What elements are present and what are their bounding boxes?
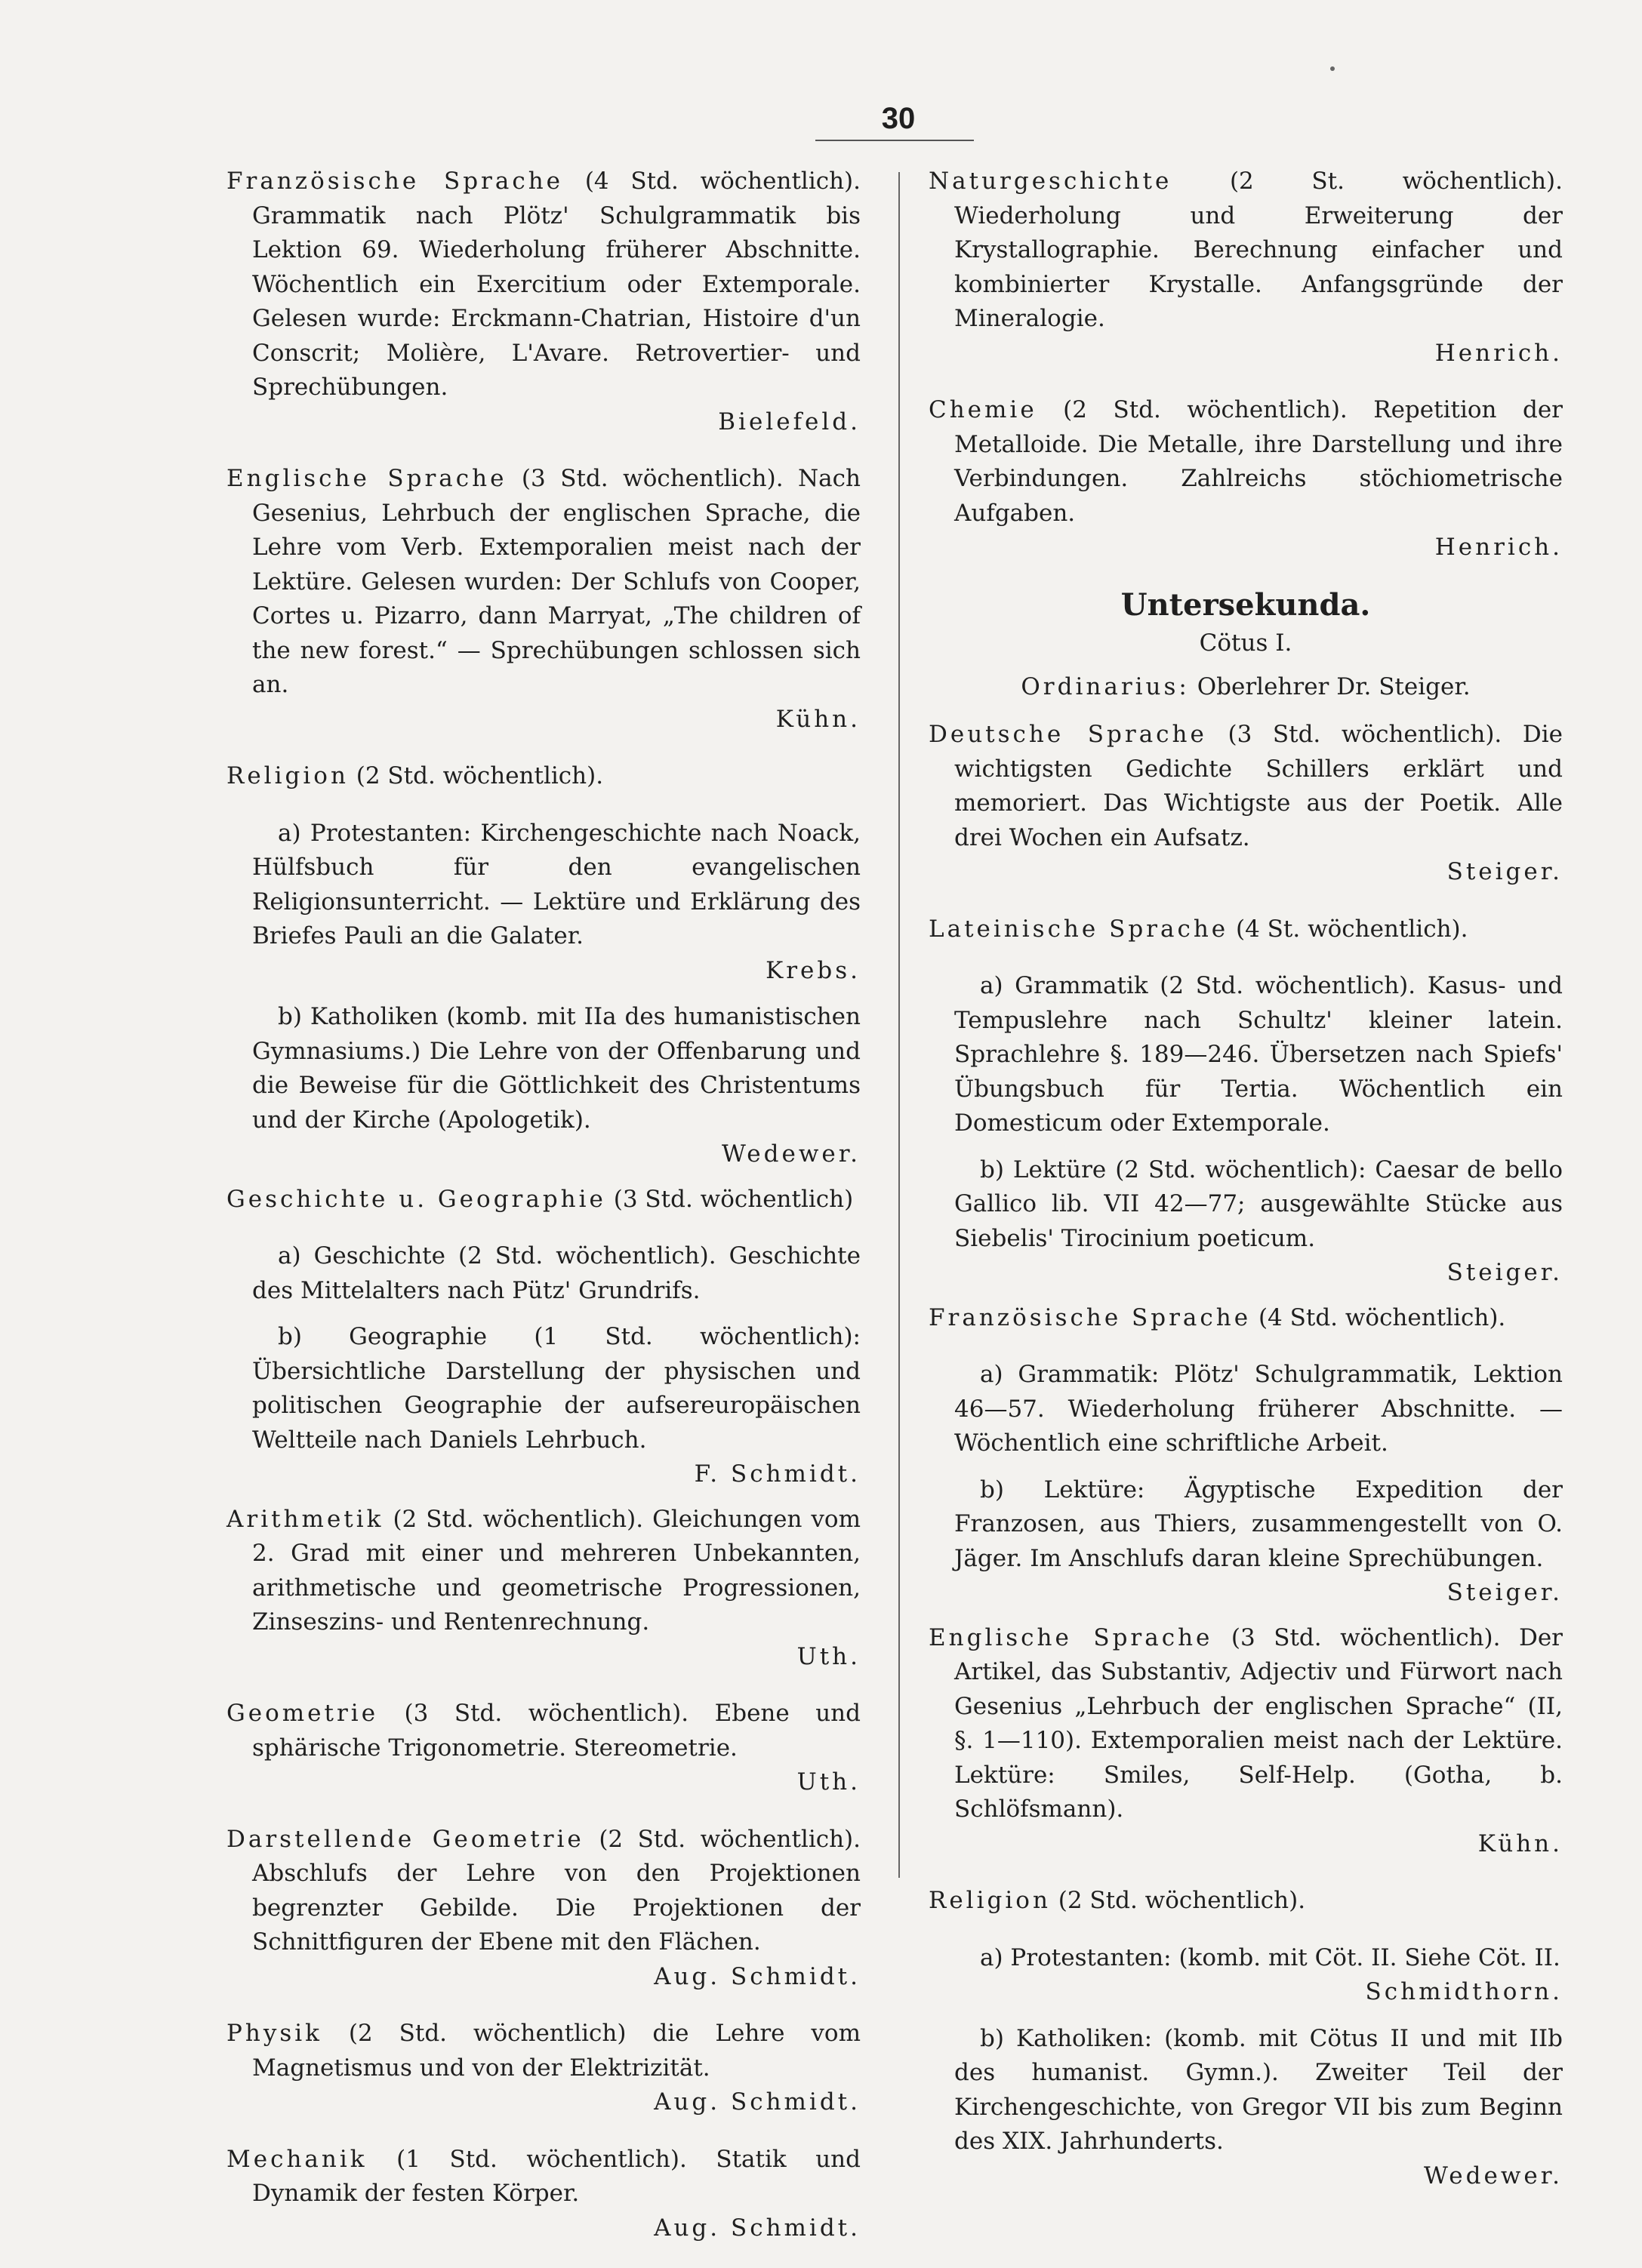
- subsection-entry: [929, 2022, 1563, 2194]
- subject-heading: Mechanik: [226, 2145, 368, 2173]
- right-column: [929, 165, 1563, 2204]
- subject-text: [929, 718, 1563, 890]
- teacher-name: Krebs.: [766, 956, 861, 984]
- subject-entry: [929, 718, 1563, 890]
- subsection-entry: [929, 969, 1563, 1141]
- teacher-name: Aug. Schmidt.: [654, 2214, 861, 2242]
- subject-entry: [226, 2017, 861, 2120]
- subject-heading: Arithmetik: [226, 1505, 384, 1533]
- coetus-label: Cötus I.: [1199, 629, 1292, 657]
- teacher-name: Schmidthorn.: [1365, 1978, 1563, 2005]
- subsection-text: b) Geographie (1 Std. wöchentlich): Übersichtliche Darstellung der physischen und politischen Geographie der aufsereuropäischen Weltteile nach Daniels Lehrbuch.: [252, 1323, 861, 1454]
- subject-heading: Geschichte u. Geographie: [226, 1185, 606, 1213]
- subject-heading: Religion: [929, 1887, 1051, 1914]
- subject-entry: [226, 2143, 861, 2246]
- subsection-text: a) Protestanten: (komb. mit Cöt. II. Siehe Cöt. II.: [980, 1943, 1560, 1971]
- subject-body: (3 Std. wöchentlich): [605, 1185, 854, 1213]
- subject-body: (4 Std. wöchentlich). Grammatik nach Plötz' Schulgrammatik bis Lektion 69. Wiederholung früherer Abschnitte. Wöchentlich ein Exercitium oder Extemporale. Gelesen wurde: Erckmann-Chatrian, Histoire d'un Conscrit; Molière, L'Avare. Retrovertier- und Sprechübungen.: [252, 168, 861, 401]
- subsection-entry: [929, 1358, 1563, 1461]
- subject-heading: Englische Sprache: [226, 465, 507, 492]
- subject-entry: [226, 1823, 861, 1995]
- teacher-name: Aug. Schmidt.: [654, 2088, 861, 2116]
- subject-body: (4 Std. wöchentlich).: [1251, 1303, 1506, 1331]
- subject-body: (2 Std. wöchentlich).: [348, 762, 604, 789]
- subject-heading: Französische Sprache: [929, 1303, 1252, 1331]
- subject-text: [226, 1183, 861, 1217]
- subject-entry: [929, 1621, 1563, 1862]
- subject-entry: [929, 165, 1563, 371]
- subsection-text: b) Katholiken (komb. mit IIa des humanistischen Gymnasiums.) Die Lehre von der Offenbarung und die Beweise für die Göttlichkeit des Christentums und der Kirche (Apologetik).: [252, 1003, 861, 1134]
- subject-text: [226, 2143, 861, 2246]
- ordinarius-label: Ordinarius:: [1021, 672, 1190, 700]
- subject-entry: [226, 1183, 861, 1217]
- subject-text: [226, 1823, 861, 1995]
- teacher-name: Kühn.: [775, 705, 861, 733]
- subsection-entry: [226, 1000, 861, 1172]
- subsection-text: b) Katholiken: (komb. mit Cötus II und mit IIb des humanist. Gymn.). Zweiter Teil der Kirchengeschichte, von Gregor VII bis zum Beginn des XIX. Jahrhunderts.: [954, 2024, 1563, 2155]
- subject-heading: Physik: [226, 2020, 322, 2047]
- subject-entry: [929, 912, 1563, 947]
- ordinarius-name: Oberlehrer Dr. Steiger.: [1197, 672, 1471, 700]
- subject-body: (2 Std. wöchentlich). Abschlufs der Lehre von den Projektionen begrenzter Gebilde. Die Projektionen der Schnittfiguren der Ebene mit den Flächen.: [252, 1825, 861, 1956]
- subject-heading: Darstellende Geometrie: [226, 1825, 584, 1853]
- subject-body: (2 St. wöchentlich). Wiederholung und Erweiterung der Krystallographie. Berechnung einfacher und kombinierter Krystalle. Anfangsgründe der Mineralogie.: [954, 168, 1563, 332]
- subject-body: (4 St. wöchentlich).: [1228, 915, 1468, 943]
- subsection-text: a) Protestanten: Kirchengeschichte nach Noack, Hülfsbuch für den evangelischen Religionsunterricht. — Lektüre und Erklärung des Briefes Pauli an die Galater.: [252, 819, 861, 949]
- teacher-name: Wedewer.: [1423, 2162, 1563, 2190]
- subject-text: [929, 912, 1563, 947]
- subsection-entry: [226, 1320, 861, 1492]
- teacher-name: Kühn.: [1477, 1829, 1563, 1857]
- teacher-name: Steiger.: [1446, 858, 1563, 885]
- subsection-text: b) Lektüre (2 Std. wöchentlich): Caesar de bello Gallico lib. VII 42—77; ausgewählte Stücke aus Siebelis' Tirocinium poeticum.: [954, 1156, 1563, 1252]
- subsection-entry: [929, 1153, 1563, 1291]
- subject-heading: Französische Sprache: [226, 168, 564, 195]
- teacher-name: Henrich.: [1434, 339, 1563, 367]
- subject-heading: Deutsche Sprache: [929, 721, 1207, 748]
- class-heading: Untersekunda.: [1120, 586, 1371, 623]
- teacher-name: F. Schmidt.: [694, 1460, 861, 1488]
- subject-body: (3 Std. wöchentlich). Der Artikel, das Substantiv, Adjectiv und Fürwort nach Gesenius „Lehrbuch der englischen Sprache“ (II, §. 1—110). Extemporalien meist nach der Lektüre. Lektüre: Smiles, Self-Help. (Gotha, b. Schlöfsmann).: [954, 1623, 1563, 1823]
- subsection-entry: [929, 1473, 1563, 1611]
- subject-heading: Chemie: [929, 396, 1037, 423]
- subject-text: [226, 462, 861, 737]
- page-number: 30: [881, 102, 916, 135]
- subsection-text: a) Geschichte (2 Std. wöchentlich). Geschichte des Mittelalters nach Pütz' Grundrifs.: [252, 1242, 861, 1304]
- subject-entry: [226, 1503, 861, 1675]
- subsection-text: b) Lektüre: Ägyptische Expedition der Franzosen, aus Thiers, zusammengestellt von O. Jäger. Im Anschlufs daran kleine Sprechübungen.: [954, 1476, 1563, 1572]
- subject-text: [226, 165, 861, 439]
- teacher-name: Wedewer.: [721, 1140, 861, 1168]
- teacher-name: Uth.: [796, 1768, 861, 1796]
- subsection-entry: [226, 817, 861, 989]
- teacher-name: Uth.: [796, 1642, 861, 1670]
- subject-body: (3 Std. wöchentlich). Die wichtigsten Gedichte Schillers erklärt und memoriert. Das Wichtigste aus der Poetik. Alle drei Wochen ein Aufsatz.: [954, 721, 1563, 851]
- teacher-name: Henrich.: [1434, 534, 1563, 561]
- subject-entry: [226, 759, 861, 794]
- subject-body: (2 Std. wöchentlich). Gleichungen vom 2. Grad mit einer und mehreren Unbekannten, arithmetische und geometrische Progressionen, Zinseszins- und Rentenrechnung.: [252, 1505, 861, 1636]
- subject-body: (2 Std. wöchentlich).: [1050, 1887, 1306, 1914]
- teacher-name: Steiger.: [1446, 1259, 1563, 1286]
- subject-entry: [226, 462, 861, 737]
- teacher-name: Steiger.: [1446, 1579, 1563, 1606]
- teacher-name: Bielefeld.: [718, 408, 861, 435]
- subject-text: [226, 759, 861, 794]
- subject-text: [226, 1503, 861, 1675]
- subject-body: (3 Std. wöchentlich). Nach Gesenius, Lehrbuch der englischen Sprache, die Lehre vom Verb. Extemporalien meist nach der Lektüre. Gelesen wurden: Der Schlufs von Cooper, Cortes u. Pizarro, dann Marryat, „The children of the new forest.“ — Sprechübungen schlossen sich an.: [252, 465, 861, 698]
- subsection-entry: [929, 1941, 1563, 2010]
- subject-heading: Englische Sprache: [929, 1623, 1213, 1651]
- subject-text: [226, 2017, 861, 2120]
- subject-heading: Religion: [226, 762, 349, 789]
- subject-body: (2 Std. wöchentlich). Repetition der Metalloide. Die Metalle, ihre Darstellung und ihre Verbindungen. Zahlreichs stöchiometrische Aufgaben.: [954, 396, 1563, 527]
- speck-mark: [1330, 66, 1335, 71]
- subject-body: (1 Std. wöchentlich). Statik und Dynamik der festen Körper.: [252, 2145, 861, 2207]
- subject-text: [226, 1697, 861, 1800]
- subject-text: [929, 393, 1563, 565]
- subject-body: (3 Std. wöchentlich). Ebene und sphärische Trigonometrie. Stereometrie.: [252, 1700, 861, 1762]
- teacher-name: Aug. Schmidt.: [654, 1962, 861, 1990]
- page-number-rule: [815, 140, 974, 141]
- column-divider: [898, 172, 900, 1878]
- subsection-entry: [226, 1239, 861, 1308]
- subject-entry: [226, 165, 861, 439]
- subject-heading: Lateinische Sprache: [929, 915, 1229, 943]
- subject-body: (2 Std. wöchentlich) die Lehre vom Magnetismus und von der Elektrizität.: [252, 2020, 861, 2082]
- subject-text: [929, 1884, 1563, 1919]
- subject-entry: [929, 1301, 1563, 1336]
- subject-text: [929, 165, 1563, 371]
- ordinarius-line: [929, 670, 1563, 705]
- subsection-text: a) Grammatik: Plötz' Schulgrammatik, Lektion 46—57. Wiederholung früherer Abschnitte. — Wöchentlich eine schriftliche Arbeit.: [954, 1361, 1563, 1457]
- left-column: [226, 165, 861, 2268]
- subject-heading: Naturgeschichte: [929, 168, 1172, 195]
- subject-entry: [929, 393, 1563, 565]
- subject-entry: [929, 1884, 1563, 1919]
- subject-text: [929, 1301, 1563, 1336]
- subject-text: [929, 1621, 1563, 1862]
- subject-entry: [226, 1697, 861, 1800]
- subsection-text: a) Grammatik (2 Std. wöchentlich). Kasus- und Tempuslehre nach Schultz' kleiner latein. Sprachlehre §. 189—246. Übersetzen nach Spiefs' Übungsbuch für Tertia. Wöchentlich ein Domesticum oder Extemporale.: [954, 972, 1563, 1137]
- subject-heading: Geometrie: [226, 1700, 379, 1727]
